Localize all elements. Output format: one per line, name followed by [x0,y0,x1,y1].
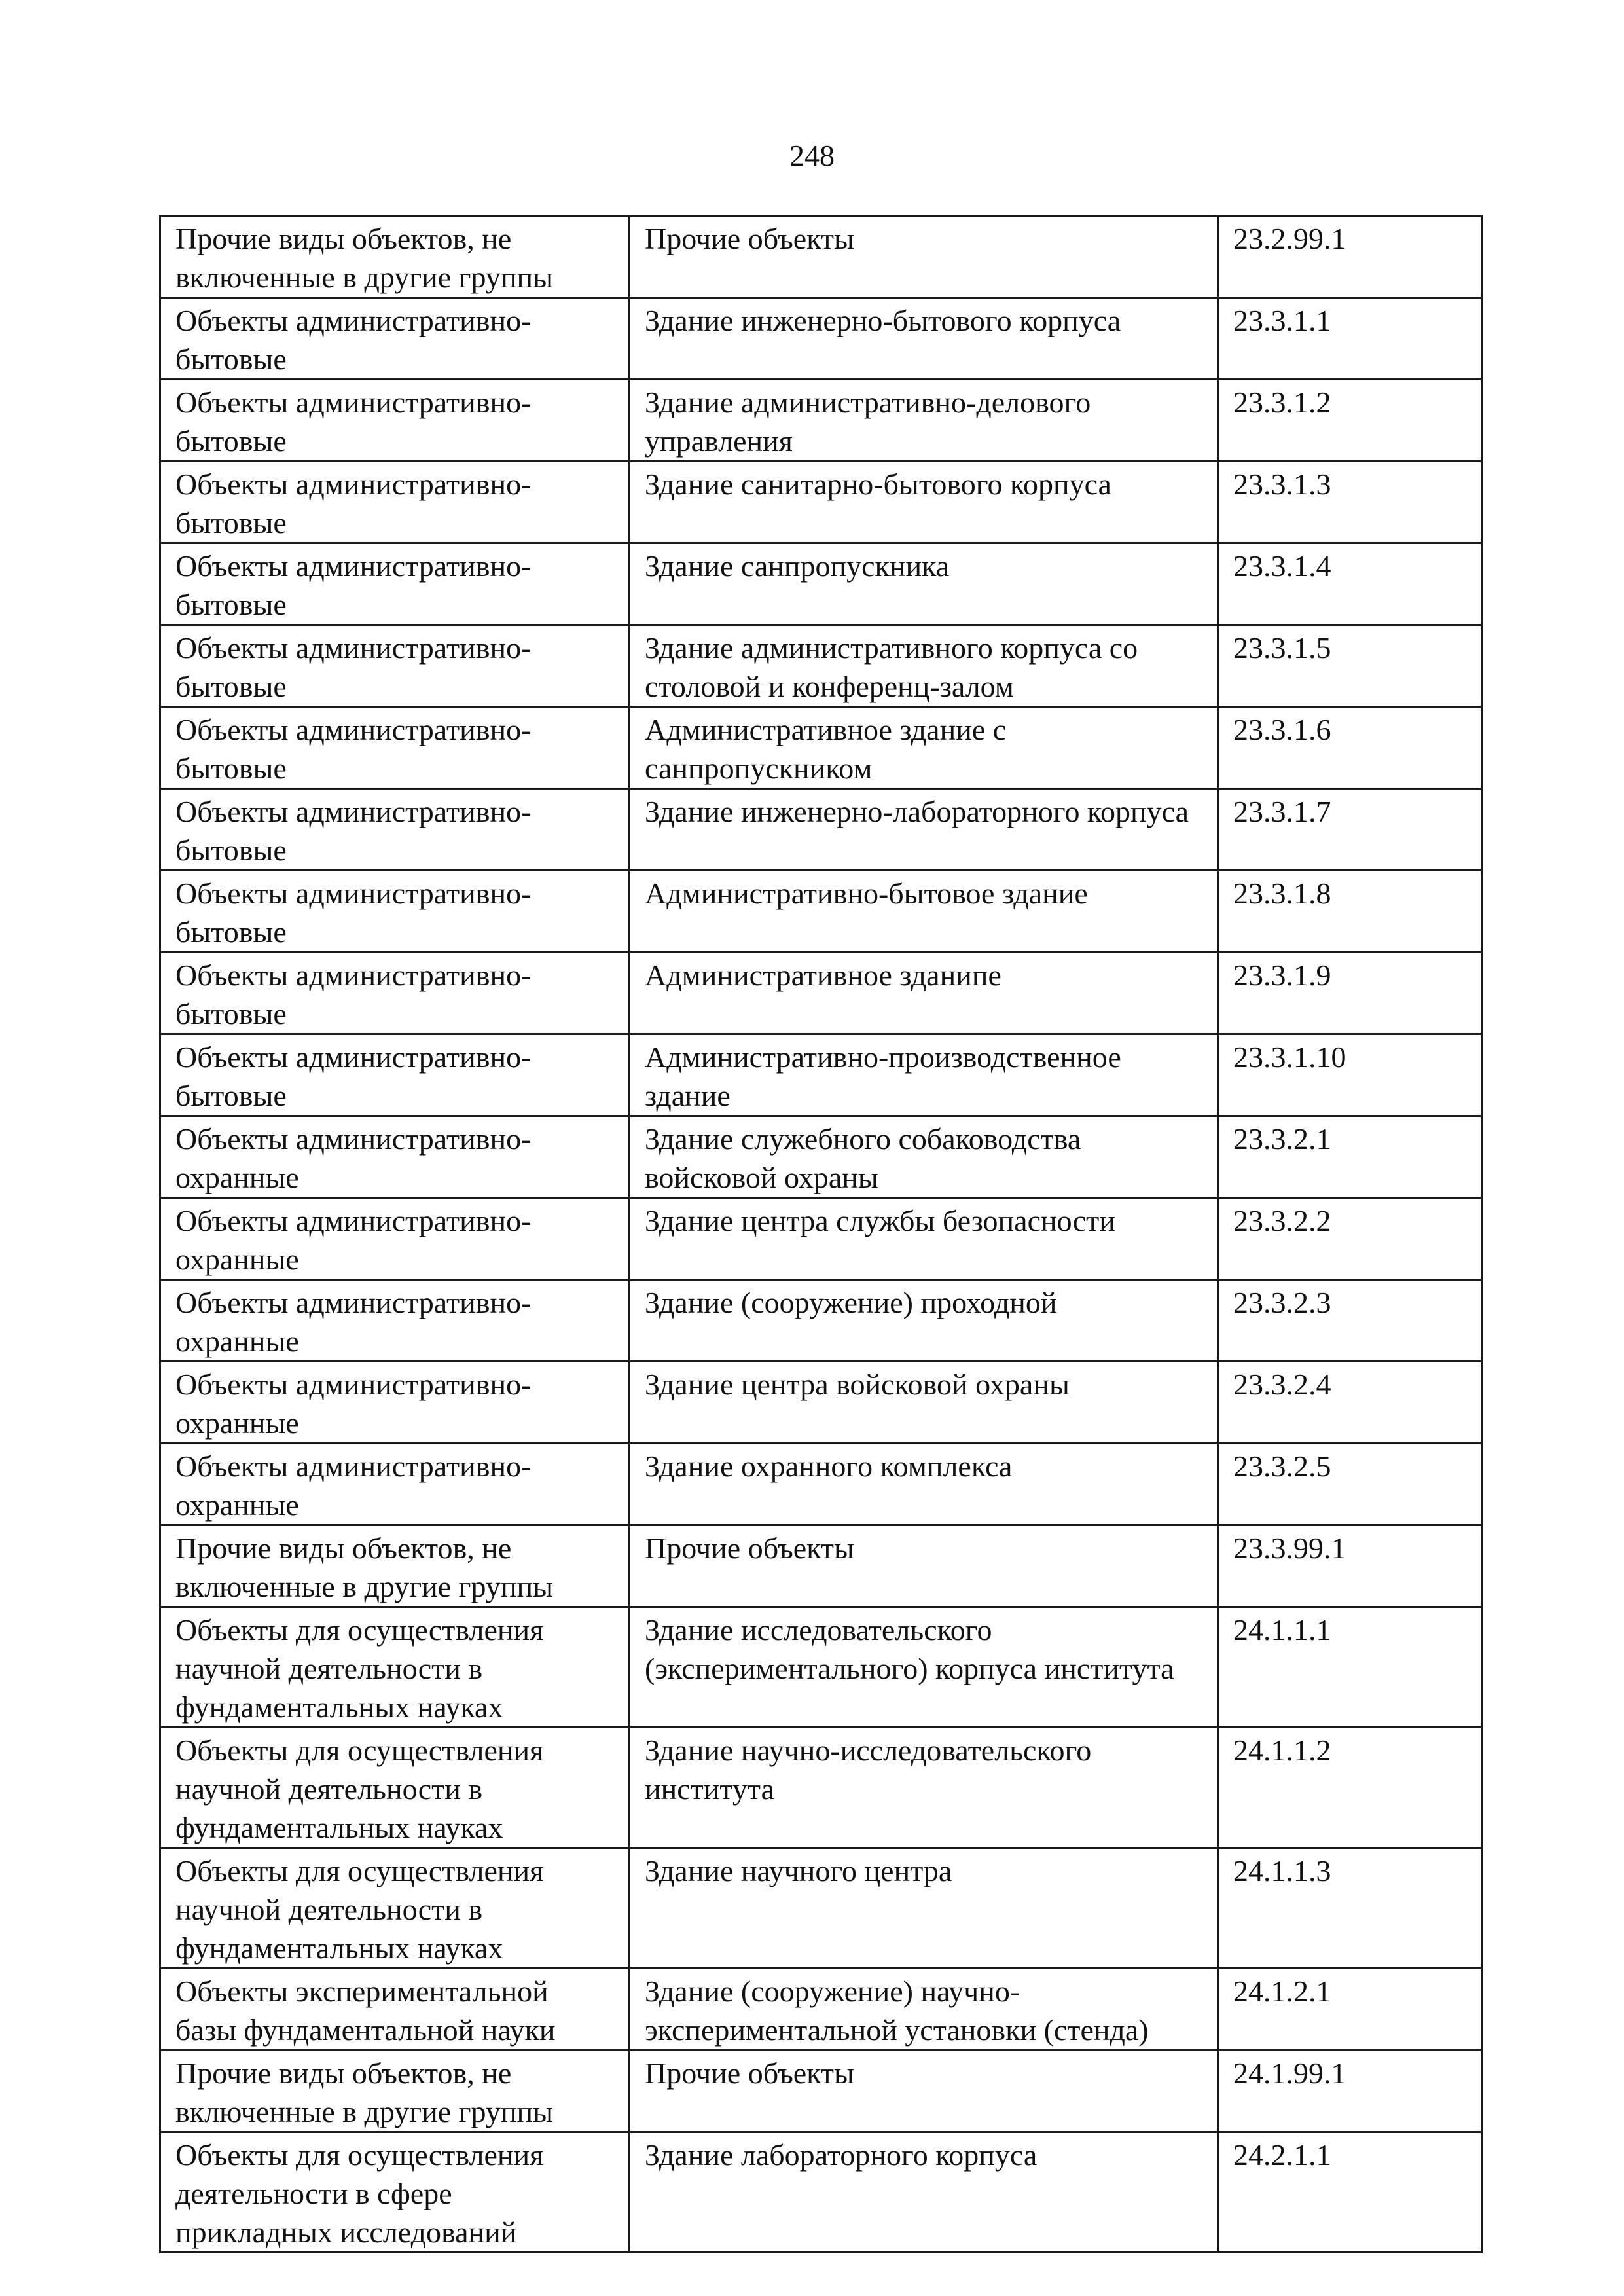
code-cell: 23.3.1.8 [1218,871,1482,953]
category-cell: Объекты административно-бытовые [160,380,630,462]
category-cell: Объекты административно-бытовые [160,871,630,953]
category-cell: Объекты административно-бытовые [160,953,630,1034]
category-cell: Объекты административно-охранные [160,1444,630,1525]
object-name-cell: Здание центра службы безопасности [630,1198,1218,1280]
table-row [160,707,1482,789]
object-name-cell: Административное зданипе [630,953,1218,1034]
object-name-cell: Здание санпропускника [630,543,1218,625]
table-row [160,789,1482,871]
object-name-cell: Здание исследовательского (экспериментального) корпуса института [630,1607,1218,1728]
table-row [160,1198,1482,1280]
object-name-cell: Здание (сооружение) научно-экспериментальной установки (стенда) [630,1969,1218,2050]
code-cell: 23.3.2.3 [1218,1280,1482,1362]
table-row [160,1728,1482,1848]
table-row [160,298,1482,380]
object-name-cell: Здание административно-делового управления [630,380,1218,462]
code-cell: 24.1.1.2 [1218,1728,1482,1848]
object-name-cell: Здание лабораторного корпуса [630,2132,1218,2253]
category-cell: Объекты для осуществления научной деятельности в фундаментальных науках [160,1607,630,1728]
table-row [160,462,1482,543]
category-cell: Объекты для осуществления научной деятельности в фундаментальных науках [160,1848,630,1969]
page-number: 248 [789,139,835,172]
object-name-cell: Здание центра войсковой охраны [630,1362,1218,1444]
object-name-cell: Здание служебного собаководства войсковой охраны [630,1116,1218,1198]
table-row [160,2132,1482,2253]
category-cell: Объекты административно-охранные [160,1116,630,1198]
object-name-cell: Административно-бытовое здание [630,871,1218,953]
code-cell: 23.3.1.7 [1218,789,1482,871]
category-cell: Объекты административно-бытовые [160,625,630,707]
code-cell: 23.3.2.4 [1218,1362,1482,1444]
table-row [160,953,1482,1034]
code-cell: 24.1.1.3 [1218,1848,1482,1969]
table-row [160,1034,1482,1116]
object-name-cell: Прочие объекты [630,216,1218,298]
objects-table [159,215,1483,2253]
category-cell: Объекты административно-охранные [160,1198,630,1280]
category-cell: Прочие виды объектов, не включенные в другие группы [160,2050,630,2132]
category-cell: Прочие виды объектов, не включенные в другие группы [160,1525,630,1607]
code-cell: 23.3.1.1 [1218,298,1482,380]
object-name-cell: Здание научного центра [630,1848,1218,1969]
code-cell: 23.3.1.4 [1218,543,1482,625]
object-name-cell: Здание санитарно-бытового корпуса [630,462,1218,543]
table-row [160,543,1482,625]
object-name-cell: Здание научно-исследовательского института [630,1728,1218,1848]
object-name-cell: Здание (сооружение) проходной [630,1280,1218,1362]
code-cell: 23.3.2.1 [1218,1116,1482,1198]
table-row [160,2050,1482,2132]
category-cell: Объекты административно-бытовые [160,789,630,871]
category-cell: Прочие виды объектов, не включенные в другие группы [160,216,630,298]
code-cell: 23.3.2.2 [1218,1198,1482,1280]
object-name-cell: Административно-производственное здание [630,1034,1218,1116]
category-cell: Объекты административно-бытовые [160,707,630,789]
table-row [160,1116,1482,1198]
table-row [160,216,1482,298]
code-cell: 24.1.99.1 [1218,2050,1482,2132]
category-cell: Объекты административно-охранные [160,1362,630,1444]
object-name-cell: Здание административного корпуса со столовой и конференц-залом [630,625,1218,707]
code-cell: 23.3.1.2 [1218,380,1482,462]
table-row [160,1848,1482,1969]
code-cell: 23.3.1.5 [1218,625,1482,707]
code-cell: 23.3.99.1 [1218,1525,1482,1607]
object-name-cell: Здание инженерно-лабораторного корпуса [630,789,1218,871]
code-cell: 23.3.1.6 [1218,707,1482,789]
table-row [160,1969,1482,2050]
table-row [160,1444,1482,1525]
table-row [160,871,1482,953]
code-cell: 24.2.1.1 [1218,2132,1482,2253]
object-name-cell: Прочие объекты [630,1525,1218,1607]
table-row [160,1280,1482,1362]
code-cell: 23.3.1.3 [1218,462,1482,543]
object-name-cell: Административное здание с санпропускником [630,707,1218,789]
table-row [160,1362,1482,1444]
category-cell: Объекты административно-бытовые [160,298,630,380]
code-cell: 23.2.99.1 [1218,216,1482,298]
category-cell: Объекты административно-бытовые [160,1034,630,1116]
code-cell: 23.3.1.10 [1218,1034,1482,1116]
category-cell: Объекты для осуществления научной деятельности в фундаментальных науках [160,1728,630,1848]
category-cell: Объекты административно-бытовые [160,543,630,625]
code-cell: 23.3.1.9 [1218,953,1482,1034]
table-row [160,1525,1482,1607]
category-cell: Объекты для осуществления деятельности в сфере прикладных исследований [160,2132,630,2253]
code-cell: 23.3.2.5 [1218,1444,1482,1525]
object-name-cell: Прочие объекты [630,2050,1218,2132]
object-name-cell: Здание инженерно-бытового корпуса [630,298,1218,380]
object-name-cell: Здание охранного комплекса [630,1444,1218,1525]
table-row [160,625,1482,707]
table-row [160,1607,1482,1728]
category-cell: Объекты экспериментальной базы фундаментальной науки [160,1969,630,2050]
code-cell: 24.1.2.1 [1218,1969,1482,2050]
category-cell: Объекты административно-охранные [160,1280,630,1362]
code-cell: 24.1.1.1 [1218,1607,1482,1728]
table-row [160,380,1482,462]
category-cell: Объекты административно-бытовые [160,462,630,543]
